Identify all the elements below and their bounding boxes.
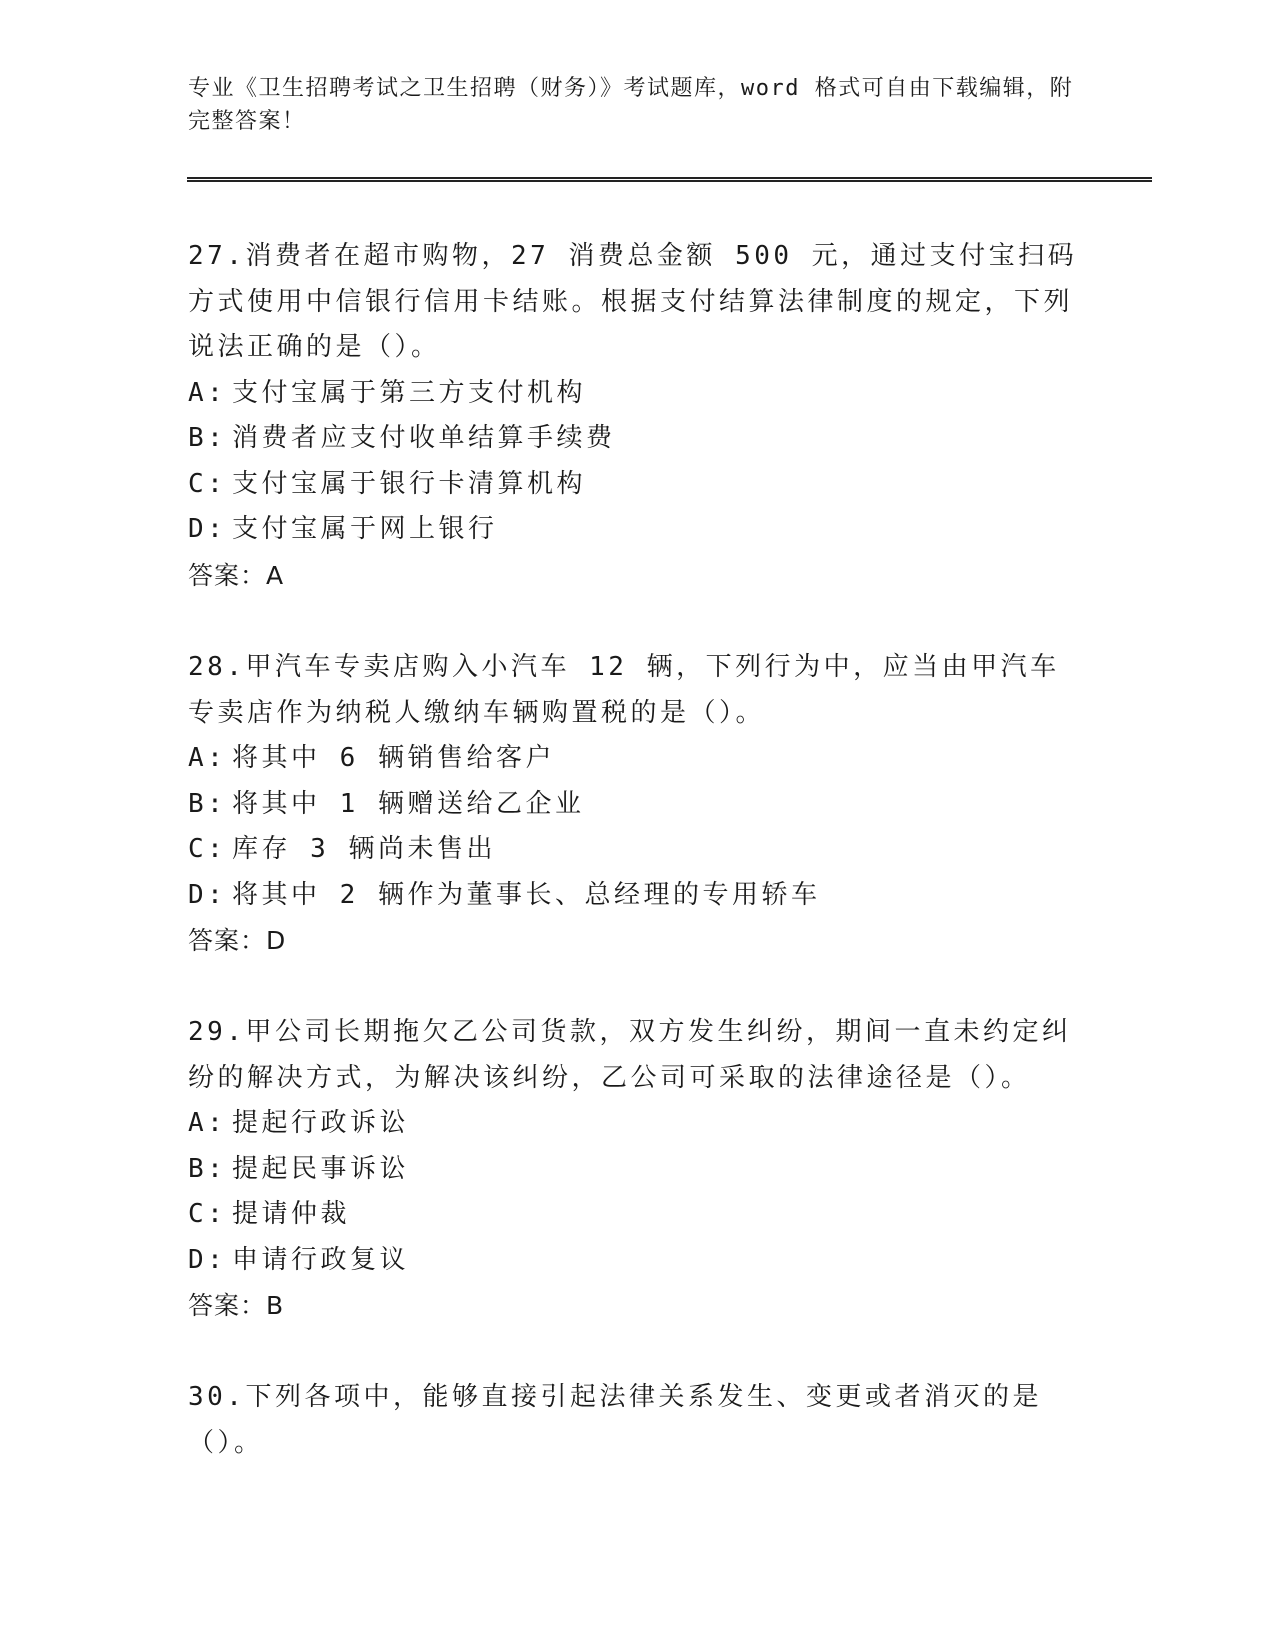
option-letter: A: [188,743,227,773]
option-d [188,1238,1088,1284]
question-27 [188,234,1088,598]
option-letter: C: [188,834,227,864]
option-b [188,1147,1088,1193]
question-28 [188,645,1088,964]
option-text: 申请行政复议 [232,1244,410,1275]
option-c [188,462,1088,508]
option-letter: B: [188,423,227,453]
question-30 [188,1375,1088,1466]
option-letter: B: [188,788,227,819]
option-b [188,782,1088,828]
option-text: 将其中 6 辆销售给客户 [232,743,555,773]
question-29 [188,1010,1088,1329]
option-d [188,507,1088,553]
option-a [188,736,1088,782]
question-stem: 27.消费者在超市购物，27 消费总金额 500 元，通过支付宝扫码方式使用中信银行信用卡结账。根据支付结算法律制度的规定，下列说法正确的是（）。 [188,241,1078,362]
option-text: 将其中 2 辆作为董事长、总经理的专用轿车 [232,879,821,910]
answer: 答案：B [188,1291,285,1320]
option-c [188,1192,1088,1238]
question-stem: 29.甲公司长期拖欠乙公司货款，双方发生纠纷，期间一直未约定纠纷的解决方式，为解决该纠纷，乙公司可采取的法律途径是（）。 [188,1017,1072,1093]
question-stem: 30.下列各项中，能够直接引起法律关系发生、变更或者消灭的是（）。 [188,1382,1042,1458]
option-letter: A: [188,377,227,408]
document-header: 专业《卫生招聘考试之卫生招聘（财务）》考试题库，word 格式可自由下载编辑，附完整答案！ [188,76,1074,134]
option-letter: B: [188,1153,227,1184]
option-b [188,416,1088,462]
option-a [188,371,1088,417]
option-text: 消费者应支付收单结算手续费 [232,423,616,453]
option-letter: D: [188,879,227,910]
option-letter: C: [188,468,227,499]
option-text: 提起行政诉讼 [232,1108,410,1138]
header-divider [187,177,1152,182]
option-letter: C: [188,1199,227,1229]
option-letter: A: [188,1108,227,1138]
option-text: 将其中 1 辆赠送给乙企业 [232,788,585,819]
option-letter: D: [188,514,227,544]
option-text: 提起民事诉讼 [232,1153,410,1184]
option-text: 支付宝属于第三方支付机构 [232,377,587,408]
option-d [188,873,1088,919]
answer: 答案：D [188,926,287,955]
option-text: 支付宝属于网上银行 [232,514,498,544]
option-text: 提请仲裁 [232,1199,351,1229]
option-text: 库存 3 辆尚未售出 [232,834,496,864]
question-stem: 28.甲汽车专卖店购入小汽车 12 辆，下列行为中，应当由甲汽车专卖店作为纳税人缴纳车辆购置税的是（）。 [188,652,1060,728]
option-letter: D: [188,1244,227,1275]
answer: 答案：A [188,560,285,590]
option-c [188,827,1088,873]
option-text: 支付宝属于银行卡清算机构 [232,468,587,499]
option-a [188,1101,1088,1147]
